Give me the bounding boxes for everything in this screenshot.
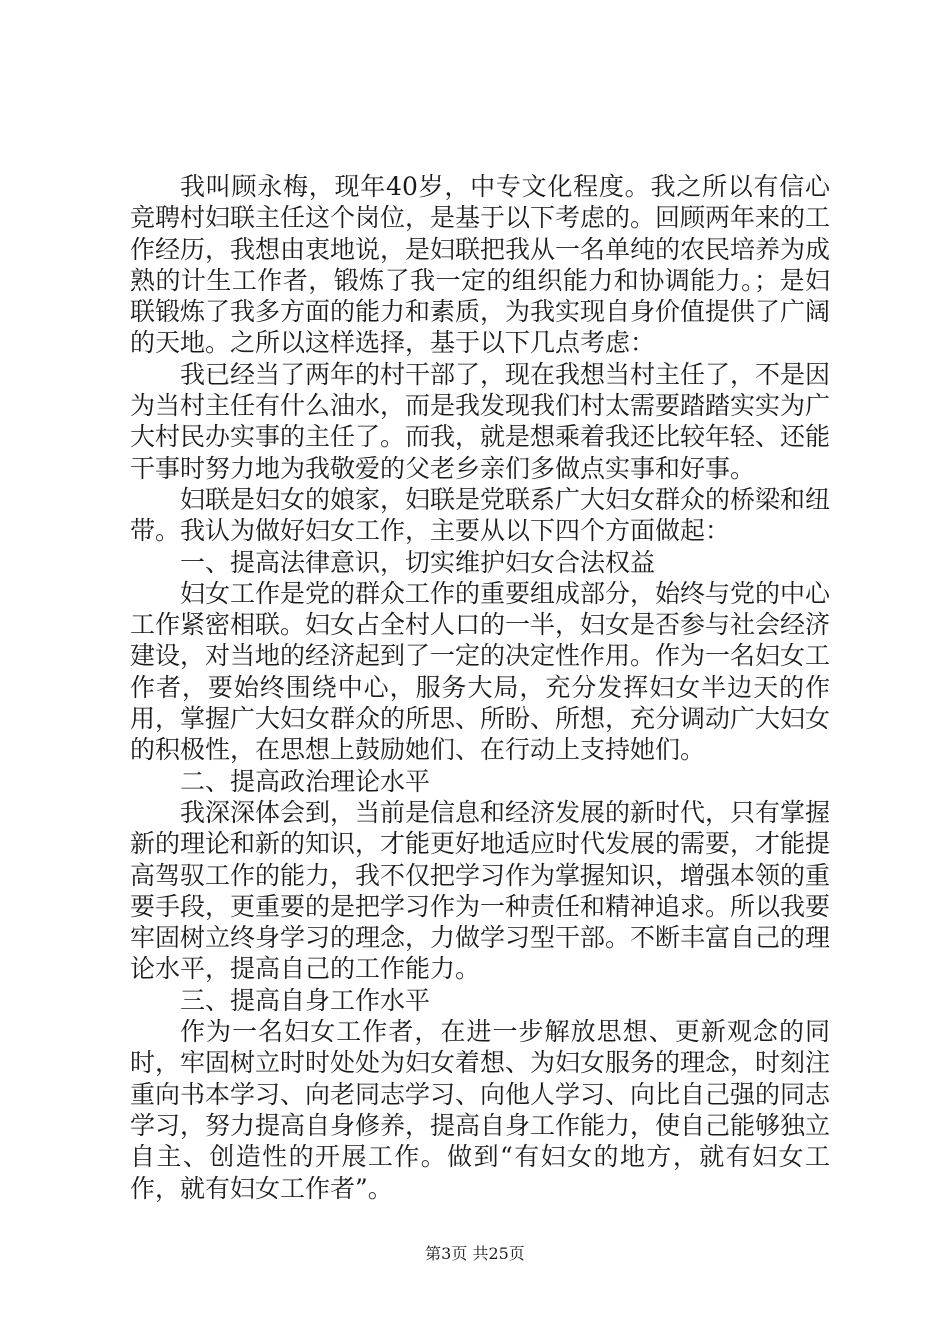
paragraph-section-1: 妇女工作是党的群众工作的重要组成部分，始终与党的中心工作紧密相联。妇女占全村人口的一半，妇女是否参与社会经济建设，对当地的经济起到了一定的决定性作用。作为一名妇女工作者，要始终围绕中心，服务大局，充分发挥妇女半边天的作用，掌握广大妇女群众的所思、所盼、所想，充分调动广大妇女的积极性，在思想上鼓励她们、在行动上支持她们。	[130, 578, 831, 765]
paragraph-motivation: 我已经当了两年的村干部了，现在我想当村主任了，不是因为当村主任有什么油水，而是我发现我们村太需要踏踏实实为广大村民办实事的主任了。而我，就是想乘着我还比较年轻、还能干事时努力地为我敬爱的父老乡亲们多做点实事和好事。	[130, 359, 831, 483]
section-heading-2: 二、提高政治理论水平	[180, 766, 431, 796]
paragraph-intro: 我叫顾永梅，现年40岁，中专文化程度。我之所以有信心竞聘村妇联主任这个岗位，是基于以下考虑的。回顾两年来的工作经历，我想由衷地说，是妇联把我从一名单纯的农民培养为成熟的计生工作者，锻炼了我一定的组织能力和协调能力。；是妇联锻炼了我多方面的能力和素质，为我实现自身价值提供了广阔的天地。之所以这样选择，基于以下几点考虑：	[130, 172, 831, 358]
page-number-footer: 第3页 共25页	[425, 1244, 525, 1263]
paragraph-womens-federation: 妇联是妇女的娘家，妇联是党联系广大妇女群众的桥梁和纽带。我认为做好妇女工作，主要从以下四个方面做起：	[130, 484, 831, 546]
section-heading-1: 一、提高法律意识，切实维护妇女合法权益	[180, 547, 656, 577]
paragraph-section-3: 作为一名妇女工作者，在进一步解放思想、更新观念的同时，牢固树立时时处处为妇女着想、为妇女服务的理念，时刻注重向书本学习、向老同志学习、向他人学习、向比自己强的同志学习，努力提高自身修养，提高自身工作能力，使自己能够独立自主、创造性的开展工作。做到“有妇女的地方，就有妇女工作，就有妇女工作者”。	[130, 1017, 831, 1203]
document-body	[130, 171, 830, 1204]
section-heading-3: 三、提高自身工作水平	[180, 985, 431, 1015]
paragraph-section-2: 我深深体会到，当前是信息和经济发展的新时代，只有掌握新的理论和新的知识，才能更好地适应时代发展的需要，才能提高驾驭工作的能力，我不仅把学习作为掌握知识，增强本领的重要手段，更重要的是把学习作为一种责任和精神追求。所以我要牢固树立终身学习的理念，力做学习型干部。不断丰富自己的理论水平，提高自己的工作能力。	[130, 797, 831, 984]
